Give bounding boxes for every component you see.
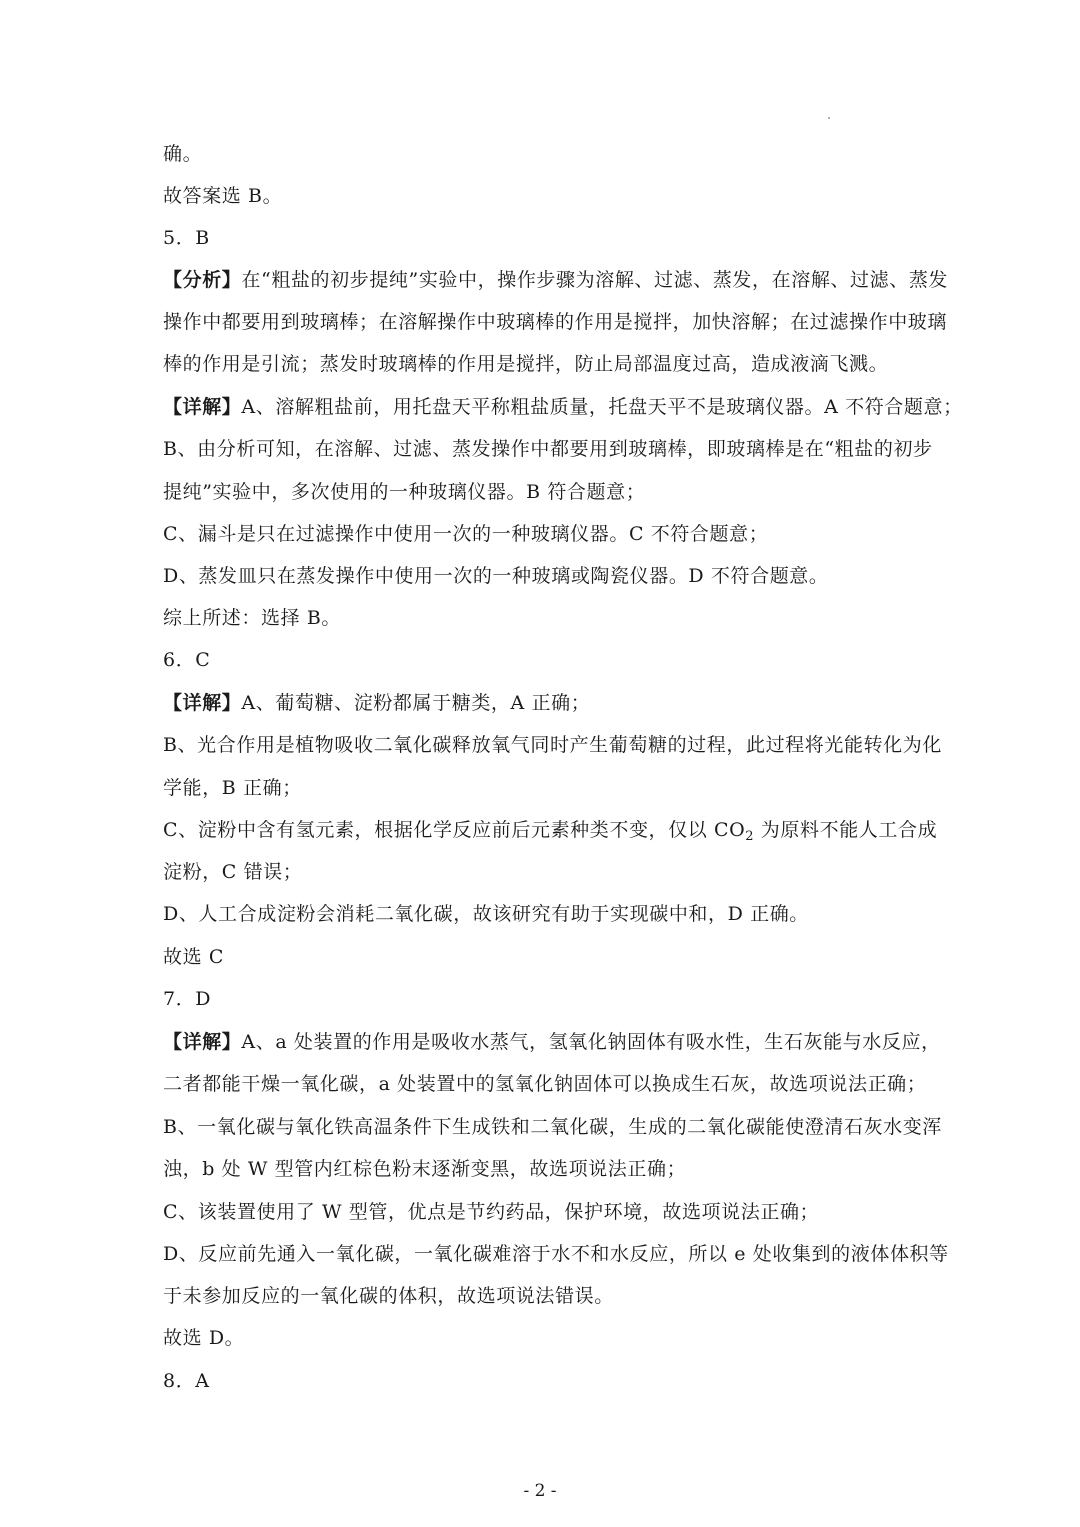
line-text: D、人工合成淀粉会消耗二氧化碳，故该研究有助于实现碳中和，D 正确。 (163, 903, 809, 925)
line-text: B、光合作用是植物吸收二氧化碳释放氧气同时产生葡萄糖的过程，此过程将光能转化为化 (163, 734, 942, 756)
text-line (163, 986, 211, 1012)
text-line (163, 1368, 210, 1394)
line-text: D、反应前先通入一氧化碳，一氧化碳难溶于水不和水反应，所以 e 处收集到的液体体积等 (163, 1243, 949, 1265)
line-text: 故答案选 B。 (163, 185, 283, 207)
line-text: 综上所述：选择 B。 (163, 607, 342, 629)
line-text: B、由分析可知，在溶解、过滤、蒸发操作中都要用到玻璃棒，即玻璃棒是在“粗盐的初步 (163, 438, 933, 460)
section-tag: 【详解】 (163, 1031, 242, 1053)
line-text: A、溶解粗盐前，用托盘天平称粗盐质量，托盘天平不是玻璃仪器。A 不符合题意； (241, 396, 963, 418)
line-text: B、一氧化碳与氧化铁高温条件下生成铁和二氧化碳，生成的二氧化碳能使澄清石灰水变浑 (163, 1116, 942, 1138)
line-text: A、a 处装置的作用是吸收水蒸气，氢氧化钠固体有吸水性，生石灰能与水反应， (241, 1031, 941, 1053)
text-line (163, 1156, 686, 1182)
line-text: 5．B (163, 227, 210, 249)
text-line (163, 141, 202, 167)
line-text: 6．C (163, 649, 211, 671)
line-text: 操作中都要用到玻璃棒；在溶解操作中玻璃棒的作用是搅拌，加快溶解；在过滤操作中玻璃 (163, 311, 948, 333)
text-line (163, 817, 937, 850)
text-line (163, 479, 645, 505)
text-line (163, 394, 963, 420)
text-line (163, 563, 829, 589)
line-text: 淀粉，C 错误； (163, 861, 303, 883)
text-line (163, 605, 341, 631)
text-line (163, 647, 210, 673)
line-text: D、蒸发皿只在蒸发操作中使用一次的一种玻璃或陶瓷仪器。D 不符合题意。 (163, 565, 829, 587)
line-text: 在“粗盐的初步提纯”实验中，操作步骤为溶解、过滤、蒸发，在溶解、过滤、蒸发 (241, 269, 949, 291)
section-tag: 【详解】 (163, 692, 242, 714)
text-line (163, 183, 282, 209)
line-text: 学能，B 正确； (163, 777, 302, 799)
text-line (163, 690, 590, 716)
text-line (163, 436, 933, 462)
section-tag: 【分析】 (163, 269, 242, 291)
text-line (163, 1199, 819, 1225)
text-line (163, 267, 948, 293)
text-line (163, 225, 210, 251)
text-line (163, 1325, 244, 1351)
line-text: 于未参加反应的一氧化碳的体积，故选项说法错误。 (163, 1285, 614, 1307)
text-line (163, 1071, 926, 1097)
subscript: 2 (745, 829, 755, 844)
line-text: 提纯”实验中，多次使用的一种玻璃仪器。B 符合题意； (163, 481, 646, 503)
line-text: 棒的作用是引流；蒸发时玻璃棒的作用是搅拌，防止局部温度过高，造成液滴飞溅。 (163, 353, 889, 375)
line-text: 浊，b 处 W 型管内红棕色粉末逐渐变黑，故选项说法正确； (163, 1158, 687, 1180)
line-text: C、该装置使用了 W 型管，优点是节约药品，保护环境，故选项说法正确； (163, 1201, 820, 1223)
text-line (163, 309, 947, 335)
text-line (163, 944, 224, 970)
line-text: 确。 (163, 143, 203, 165)
text-line (163, 1241, 949, 1267)
line-text: 二者都能干燥一氧化碳，a 处装置中的氢氧化钠固体可以换成生石灰，故选项说法正确； (163, 1073, 927, 1095)
line-text: C、漏斗是只在过滤操作中使用一次的一种玻璃仪器。C 不符合题意； (163, 523, 769, 545)
section-tag: 【详解】 (163, 396, 242, 418)
text-line (163, 775, 302, 801)
scan-speck (828, 117, 830, 119)
text-line (163, 351, 888, 377)
line-text-tail: 为原料不能人工合成 (754, 819, 938, 841)
text-line (163, 1029, 941, 1055)
text-line (163, 732, 942, 758)
text-line (163, 521, 768, 547)
text-line (163, 1283, 614, 1309)
line-text: 8．A (163, 1370, 210, 1392)
line-text: C、淀粉中含有氢元素，根据化学反应前后元素种类不变，仅以 CO (163, 819, 746, 841)
text-line (163, 859, 302, 885)
text-line (163, 901, 809, 927)
line-text: 7．D (163, 988, 212, 1010)
page-number: - 2 - (523, 1481, 557, 1501)
text-line (163, 1114, 942, 1140)
line-text: A、葡萄糖、淀粉都属于糖类，A 正确； (241, 692, 591, 714)
line-text: 故选 D。 (163, 1327, 245, 1349)
line-text: 故选 C (163, 946, 224, 968)
